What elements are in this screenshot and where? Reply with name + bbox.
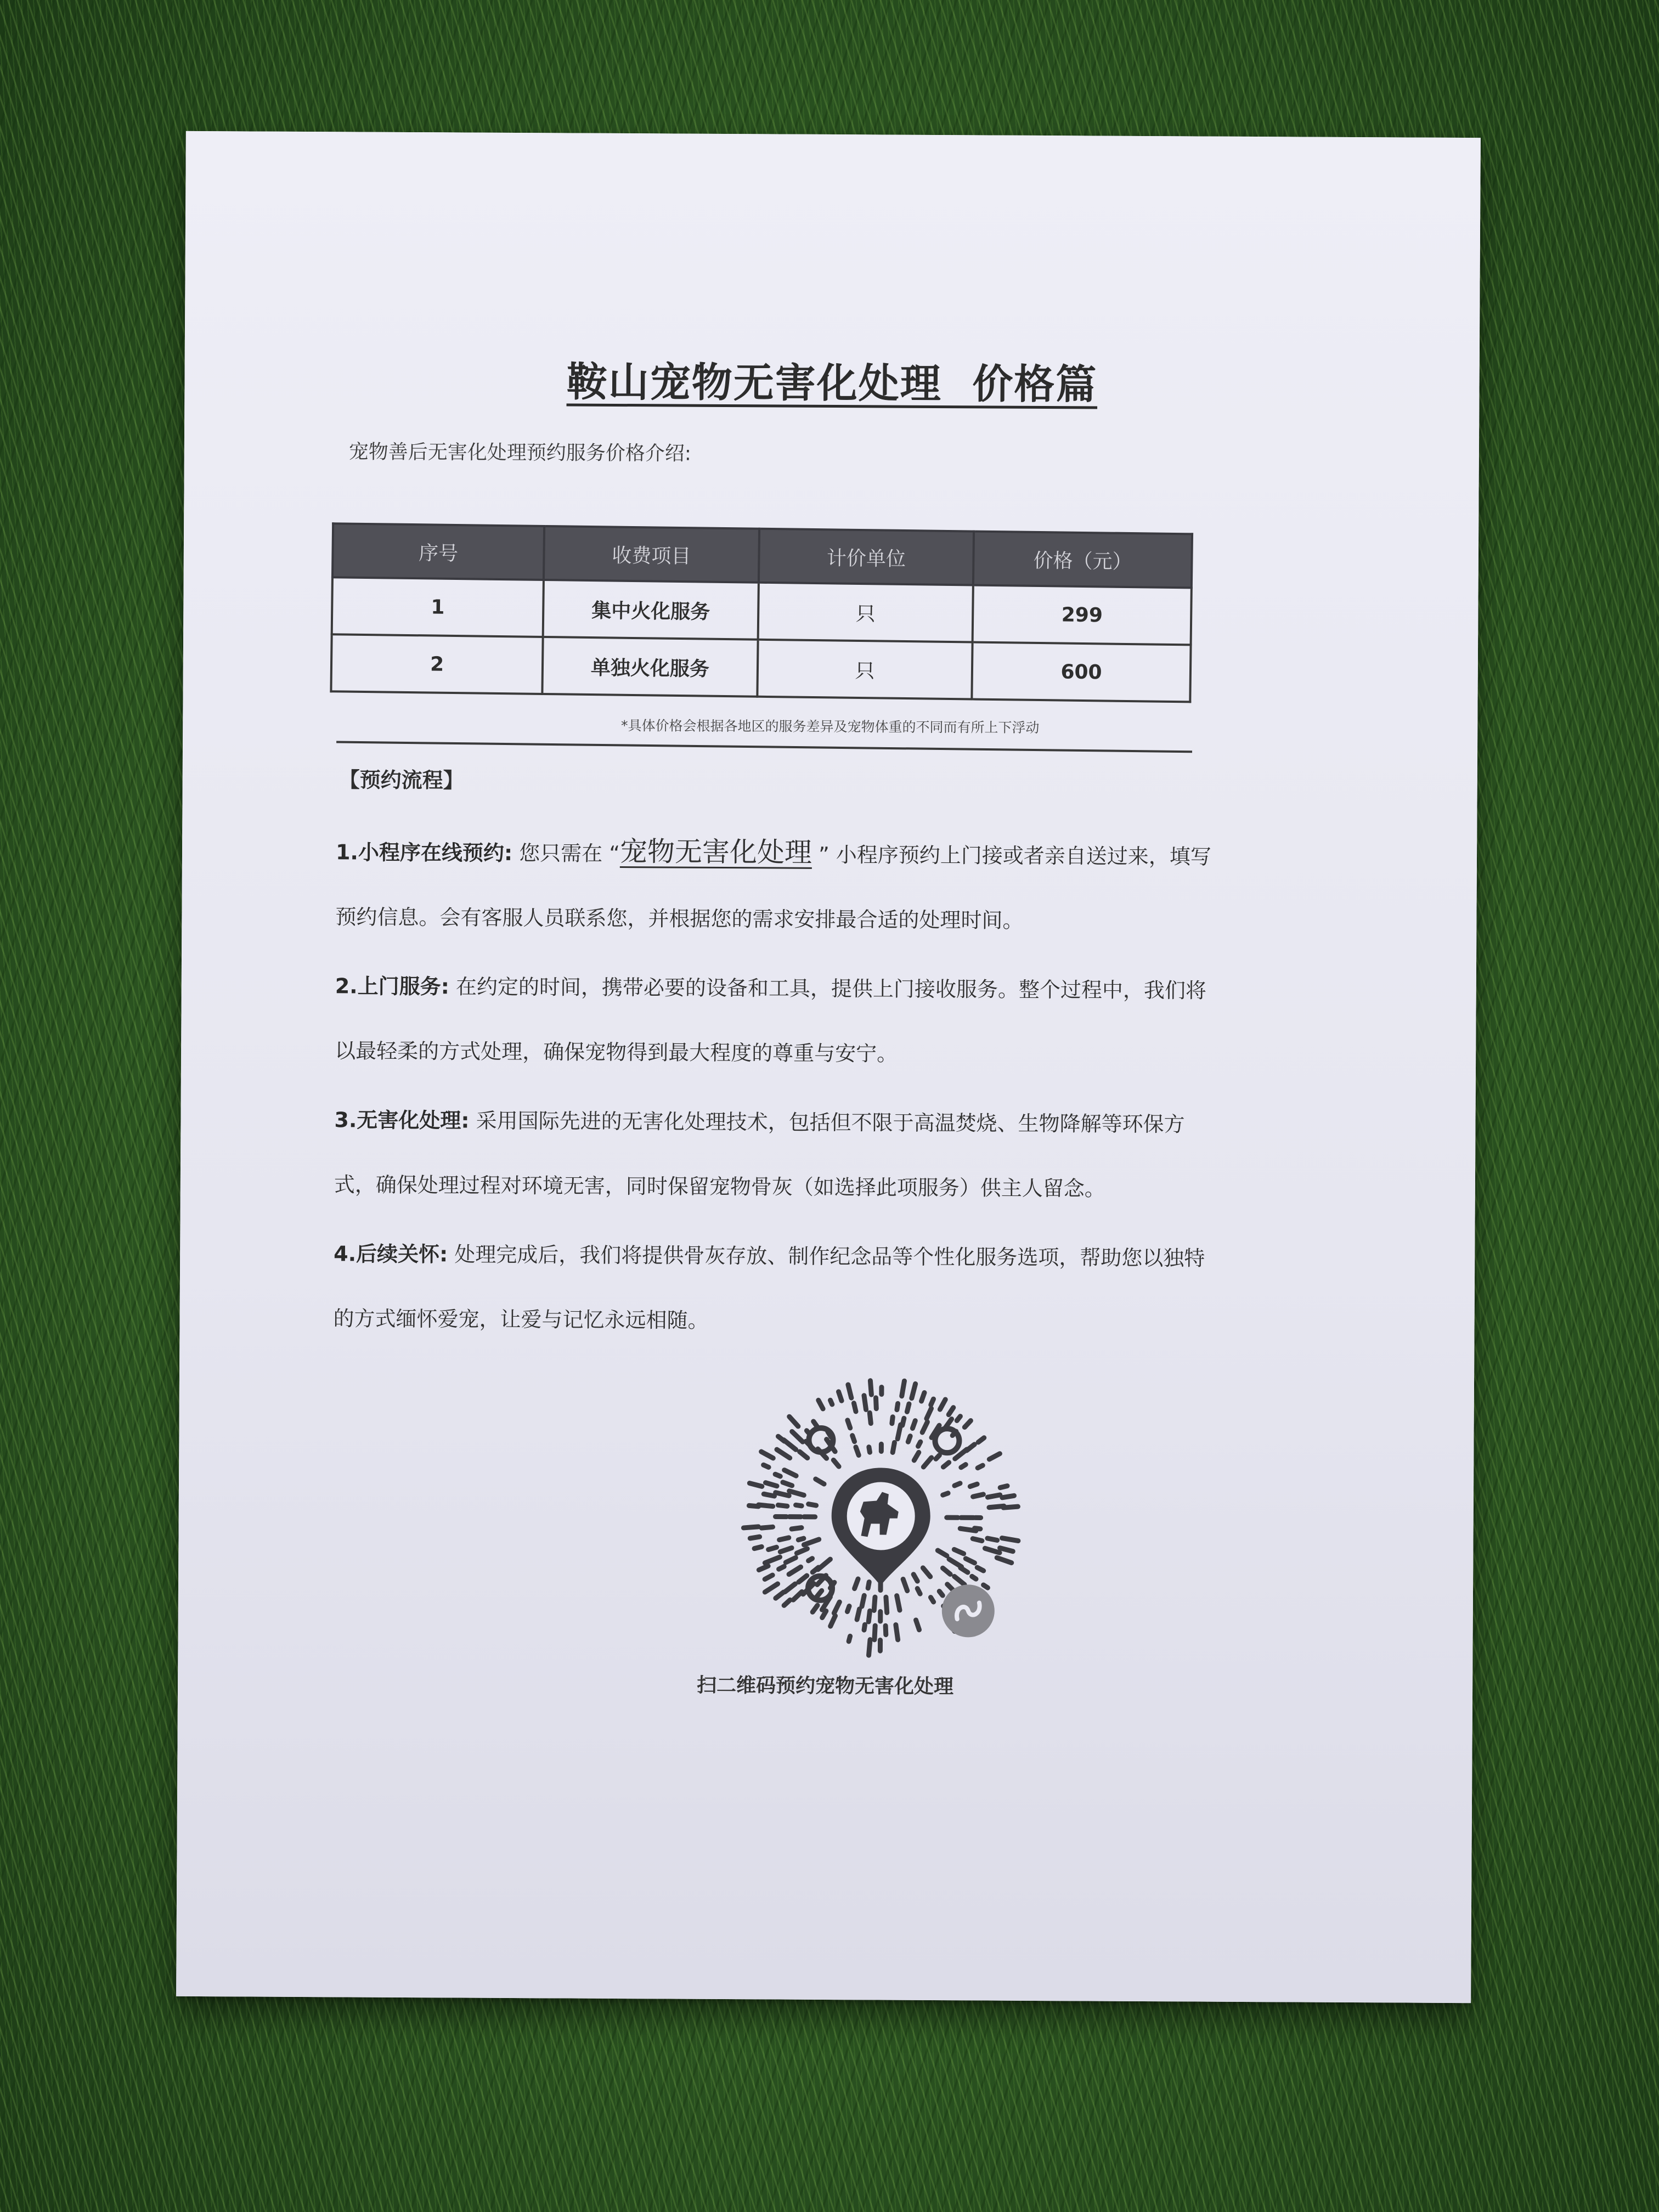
qr-dash (809, 1559, 812, 1561)
step-3-lead: 3.无害化处理: (334, 1108, 470, 1133)
qr-dash (769, 1547, 777, 1549)
section-title-booking: 【预约流程】 (338, 768, 464, 793)
qr-dash (985, 1548, 1000, 1553)
qr-dash (868, 1611, 870, 1622)
qr-dash (749, 1483, 762, 1487)
qr-dash (759, 1566, 768, 1570)
qr-dash (977, 1567, 984, 1571)
qr-dash (918, 1442, 921, 1446)
qr-dash (922, 1422, 927, 1432)
qr-dash (1002, 1538, 1018, 1541)
qr-dash (874, 1597, 875, 1610)
qr-dash (819, 1400, 823, 1409)
qr-dash (940, 1400, 945, 1409)
qr-dash (922, 1392, 924, 1401)
qr-dash (897, 1403, 898, 1409)
qr-dash (961, 1568, 968, 1572)
qr-dash (785, 1470, 797, 1476)
qr-dash (964, 1420, 970, 1427)
qr-dash (765, 1483, 777, 1486)
qr-dash (947, 1584, 953, 1590)
qr-dash (855, 1579, 858, 1589)
qr-dash (973, 1539, 982, 1541)
step-3 (334, 1087, 1223, 1221)
step-4-lead: 4.后续关怀: (334, 1242, 448, 1267)
table-row (332, 577, 1192, 645)
price-table (330, 522, 1193, 703)
qr-dash (886, 1597, 887, 1612)
qr-dash (972, 1576, 976, 1579)
qr-dash (798, 1538, 804, 1540)
mini-program-qr-code[interactable] (737, 1374, 1024, 1661)
qr-dash (869, 1640, 871, 1656)
qr-dash (853, 1436, 855, 1442)
step-2 (335, 953, 1224, 1087)
step-2-lead: 2.上门服务: (335, 974, 449, 999)
qr-dash (997, 1558, 1012, 1562)
qr-dash (978, 1465, 983, 1468)
booking-steps (322, 817, 1224, 1360)
mini-program-logo-icon (942, 1584, 995, 1638)
qr-dash (908, 1436, 910, 1442)
qr-dash (764, 1465, 769, 1467)
document-title: 鞍山宠物无害化处理 价格篇 (566, 358, 1098, 409)
cell-item: 单独火化服务 (543, 637, 758, 697)
divider (336, 741, 1192, 753)
qr-dash (854, 1403, 856, 1412)
qr-dash (786, 1558, 795, 1562)
qr-dash (765, 1584, 777, 1592)
qr-dash (848, 1385, 851, 1398)
qr-dash (916, 1620, 919, 1630)
qr-dash (988, 1495, 1000, 1497)
qr-dash (967, 1444, 974, 1451)
qr-dash (907, 1404, 909, 1412)
qr-dash (931, 1399, 934, 1405)
qr-dash (847, 1606, 849, 1612)
qr-dash (789, 1567, 801, 1575)
qr-dash (893, 1442, 894, 1452)
qr-dash (761, 1452, 774, 1458)
qr-dash (775, 1474, 780, 1476)
document-title-wrap (184, 348, 1480, 413)
qr-dash (783, 1482, 792, 1486)
step-1-text-b: ” 小程序预约上门接或者亲自送过来，填写预约信息。会有客服人员联系您，并根据您的需求安排最合适的处理时间。 (335, 842, 1211, 933)
table-header-row (332, 523, 1192, 588)
qr-dash (988, 1538, 997, 1541)
qr-dash (797, 1549, 807, 1553)
qr-dash (989, 1454, 1000, 1459)
qr-dash (799, 1576, 807, 1582)
qr-dash (864, 1396, 866, 1410)
qr-dash (796, 1505, 802, 1506)
qr-dash (809, 1504, 816, 1506)
qr-dash (957, 1417, 960, 1421)
qr-dash (955, 1576, 965, 1584)
qr-dash (912, 1384, 916, 1398)
qr-dash (885, 1626, 886, 1634)
qr-dash (750, 1537, 759, 1538)
qr-dash (896, 1625, 898, 1640)
step-4-text: 处理完成后，我们将提供骨灰存放、制作纪念品等个性化服务选项，帮助您以独特的方式缅怀爱宠，让爱与记忆永远相随。 (333, 1242, 1205, 1333)
qr-dash (902, 1418, 904, 1425)
cell-unit: 只 (758, 583, 973, 642)
qr-dash (776, 1493, 789, 1496)
qr-dash (777, 1449, 790, 1458)
cell-price: 299 (973, 585, 1192, 645)
qr-dash (812, 1605, 817, 1612)
qr-dash (939, 1592, 943, 1596)
qr-dash (816, 1479, 824, 1484)
qr-dash (754, 1547, 761, 1548)
qr-dash (912, 1421, 915, 1429)
qr-dash (856, 1447, 859, 1455)
qr-dash (848, 1420, 850, 1428)
step-1-lead: 1.小程序在线预约: (335, 840, 513, 865)
qr-dash (789, 1491, 804, 1496)
qr-dash (793, 1592, 802, 1600)
qr-dash (936, 1455, 939, 1459)
qr-dash (864, 1624, 865, 1630)
qr-dash (789, 1417, 798, 1426)
qr-dash (1002, 1496, 1014, 1498)
qr-dash (849, 1636, 850, 1641)
qr-dash (923, 1568, 930, 1577)
qr-dash (778, 1436, 784, 1441)
step-1 (335, 817, 1224, 953)
qr-dash (917, 1588, 920, 1594)
qr-dash (868, 1582, 869, 1588)
intro-text: 宠物善后无害化处理预约服务价格介绍: (348, 441, 692, 465)
qr-dash (761, 1527, 772, 1528)
step-1-text-a: 您只需在 “ (512, 840, 620, 866)
qr-dash (1000, 1486, 1007, 1487)
qr-dash (780, 1538, 789, 1540)
header-unit: 计价单位 (759, 529, 974, 585)
qr-dash (792, 1528, 802, 1530)
qr-dash (954, 1549, 963, 1554)
qr-dash (831, 1616, 836, 1626)
qr-dash (1000, 1548, 1013, 1551)
dog-location-pin-icon (831, 1468, 930, 1586)
qr-dash (800, 1452, 808, 1458)
qr-dash (943, 1463, 949, 1467)
qr-dash (870, 1381, 871, 1395)
qr-dash (923, 1458, 931, 1467)
qr-dash (984, 1585, 988, 1588)
qr-dash (776, 1592, 783, 1598)
qr-caption: 扫二维码预约宠物无害化处理 (696, 1674, 954, 1699)
qr-dash (970, 1484, 977, 1487)
qr-dash (943, 1568, 950, 1574)
qr-dash (838, 1392, 842, 1401)
qr-dash (1003, 1506, 1018, 1508)
header-item: 收费项目 (544, 526, 759, 583)
cell-index: 1 (332, 577, 544, 637)
cell-price: 600 (972, 642, 1191, 702)
qr-dash (743, 1527, 758, 1528)
qr-dash (943, 1493, 948, 1495)
qr-dash (966, 1559, 974, 1563)
step-2-text: 在约定的时间，携带必要的设备和工具，提供上门接收服务。整个过程中，我们将以最轻柔的方式处理，确保宠物得到最大程度的尊重与安宁。 (335, 974, 1207, 1066)
step-1-miniprogram-name: 宠物无害化处理 (619, 836, 812, 868)
qr-dash (792, 1431, 803, 1442)
qr-dash (833, 1460, 839, 1466)
qr-dash (778, 1505, 787, 1506)
qr-dash (834, 1602, 839, 1613)
qr-dash (804, 1539, 819, 1545)
qr-dash (927, 1408, 932, 1419)
cell-unit: 只 (757, 640, 973, 699)
qr-dash (874, 1626, 875, 1640)
qr-dash (779, 1566, 785, 1569)
qr-dash (975, 1528, 980, 1529)
price-sheet (176, 131, 1481, 2003)
qr-dash (914, 1452, 918, 1460)
table-row (331, 634, 1190, 702)
qr-dash (930, 1598, 933, 1602)
qr-dash (765, 1575, 772, 1579)
qr-dash (897, 1596, 900, 1610)
qr-dash (978, 1438, 984, 1442)
qr-dash (902, 1381, 905, 1396)
qr-dash (961, 1465, 966, 1468)
step-4 (333, 1221, 1222, 1355)
qr-dash (785, 1584, 795, 1592)
qr-dash (830, 1400, 832, 1404)
header-index: 序号 (332, 523, 544, 580)
qr-dash (822, 1611, 826, 1617)
qr-dash (862, 1595, 864, 1606)
price-footnote: *具体价格会根据各地区的服务差异及宠物体重的不同而有所上下浮动 (620, 718, 1040, 736)
qr-dash (857, 1609, 859, 1620)
step-3-text: 采用国际先进的无害化处理技术，包括但不限于高温焚烧、生物降解等环保方式，确保处理过程对环境无害，同时保留宠物骨灰（如选择此项服务）供主人留念。 (334, 1108, 1185, 1201)
qr-dash (765, 1557, 780, 1563)
qr-dash (780, 1548, 792, 1551)
qr-dash (870, 1413, 871, 1423)
qr-dash (764, 1494, 774, 1496)
qr-dash (913, 1575, 917, 1581)
qr-finder-eye (935, 1429, 959, 1453)
qr-dash (898, 1425, 900, 1439)
qr-dash (784, 1600, 790, 1605)
qr-dash (749, 1505, 758, 1506)
qr-dash (955, 1483, 960, 1486)
qr-dash (892, 1417, 893, 1424)
qr-dash (949, 1408, 953, 1415)
qr-dash (903, 1579, 907, 1590)
cell-item: 集中火化服务 (543, 580, 759, 640)
cell-index: 2 (331, 634, 543, 694)
header-price: 价格（元） (973, 532, 1192, 588)
qr-dash (869, 1447, 870, 1453)
qr-dash (938, 1550, 947, 1556)
qr-dash (973, 1494, 984, 1497)
